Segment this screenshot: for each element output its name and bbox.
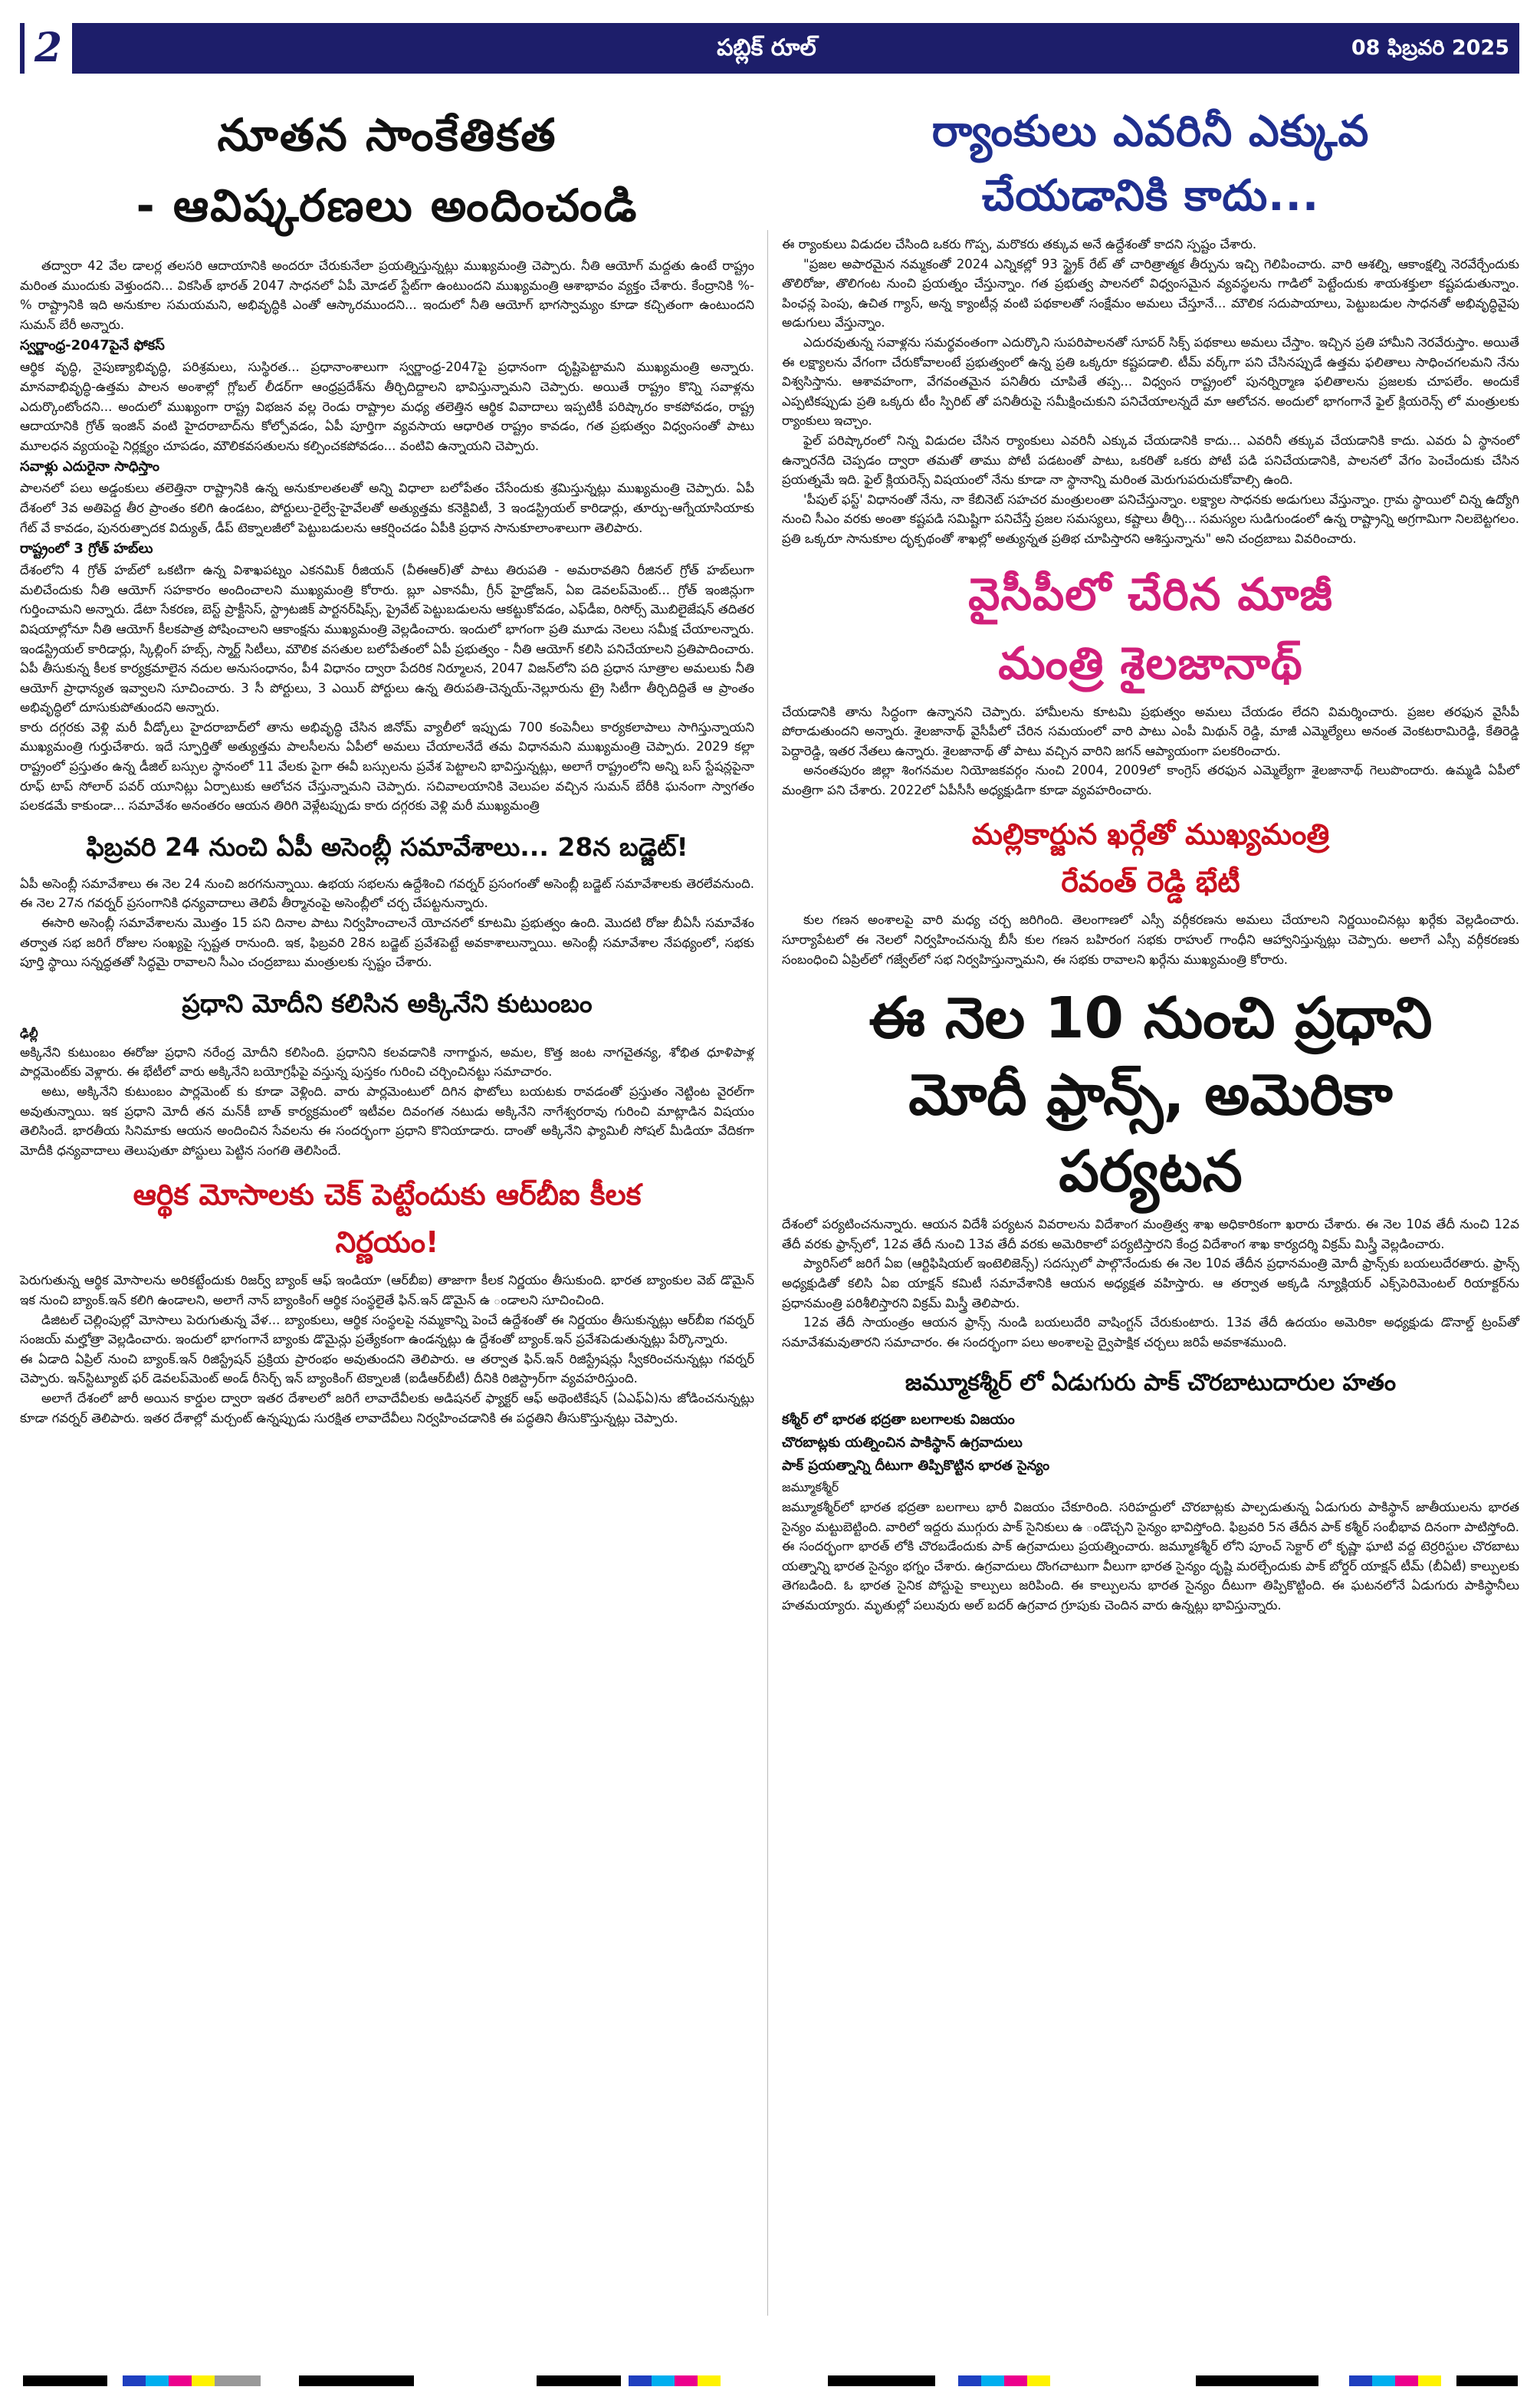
paragraph: అనంతపురం జిల్లా శింగనమల నియోజకవర్గం నుంచి 2004, 2009లో కాంగ్రెస్ తరఫున ఎమ్మెల్యేగా శైలజానాథ్ గెలుపొందారు. ఉమ్మడి ఏపీలో మంత్రిగా పని చేశారు. 2022లో ఏపీసీసీ అధ్యక్షుడిగా కూడా వ్యవహరించారు. [782,763,1519,797]
paragraph: ఫైల్ పరిష్కారంలో నిన్న విడుదల చేసిన ర్యాంకులు ఎవరినీ ఎక్కువ చేయడానికి కాదు... ఎవరినీ తక్కువ చేయడానికి కాదు. ఎవరు ఏ స్థానంలో ఉన్నారనేది చెప్పడం ద్వారా తమతో తాము పోటీ పడటంతో పాటు, ఒకరితో ఒకరు పోటీ పడి పనిచేయడానికి, పాలనలో వేగం పెంచేందుకు చేసిన ప్రయత్నమే ఇది. ఫైల్ క్లియరెన్స్ విషయంలో నేను కూడా నా స్థానాన్ని మరింత మెరుగుపరుచుకోవాల్సి ఉంది. [782,432,1519,488]
paragraph: 'పీపుల్ ఫస్ట్' విధానంతో నేను, నా కేబినెట్ సహచర మంత్రులంతా పనిచేస్తున్నాం. లక్ష్యాల సాధనకు అడుగులు వేస్తున్నాం. గ్రామ స్థాయిలో చిన్న ఉద్యోగి నుంచి సీఎం వరకు అంతా కష్టపడి సమిష్టిగా పనిచేస్తే ప్రజల సమస్యలు, కష్టాలు తీర్చి... సమస్యల సుడిగుండంలో ఉన్న రాష్ట్రాన్ని అగ్రగామిగా నిలబెట్టగలం. ప్రతి ఒక్కరూ సానుకూల దృక్పథంతో శాఖల్లో అత్యున్నత ప్రతిభ చూపిస్తారని ఆశిస్తున్నాను" అని చంద్రబాబు వివరించారు. [782,492,1519,546]
article-technology [20,100,754,816]
right-column [782,100,1519,1616]
article-rbi [20,1171,754,1428]
paragraph: డిజిటల్ చెల్లింపుల్లో మోసాలు పెరుగుతున్న వేళ... బ్యాంకులు, ఆర్థిక సంస్థలపై నమ్మకాన్ని పెంచే ఉద్దేశంతో ఈ నిర్ణయం తీసుకున్నట్లు ఆర్‌బీఐ గవర్నర్ సంజయ్ మల్హోత్రా వెల్లడించారు. ఇందులో భాగంగానే బ్యాంకు డొమైన్లు ప్రత్యేకంగా ఉండన్నట్లు ఉ ద్దేశంతో బ్యాంక్.ఇన్ ప్రవేశపెడుతున్నట్లు పేర్కొన్నారు. [20,1312,754,1347]
headline-sailajanath-line1: వైసీపీలో చేరిన మాజీ [968,567,1333,620]
dateline: జమ్మూకశ్మీర్ [782,1480,839,1495]
paragraph: అలాగే దేశంలో జారీ అయిన కార్డుల ద్వారా ఇతర దేశాలలో జరిగే లావాదేవీలకు అడిషనల్ ఫ్యాక్టర్ ఆఫ్ అథెంటికేషన్ (ఏఎఫ్ఏ)ను జోడించనున్నట్లు కూడా గవర్నర్ తెలిపారు. ఇతర దేశాల్లో మర్చంట్ ఉన్నప్పుడు సురక్షిత లావాదేవీలు నిర్వహించడానికి ఈ పద్ధతిని తీసుకొస్తున్నట్లు చెప్పారు. [20,1390,754,1425]
article-ranks [782,100,1519,549]
headline-kharge-line1: మల్లికార్జున ఖర్గేతో ముఖ్యమంత్రి [971,817,1330,852]
paragraph: 12వ తేదీ సాయంత్రం ఆయన ఫ్రాన్స్ నుండి బయలుదేరి వాషింగ్టన్ చేరుకుంటారు. 13వ తేదీ ఉదయం అమెరికా అధ్యక్షుడు డొనాల్డ్ ట్రంప్‌తో సమావేశమవుతారని సమాచారం. ఈ సందర్భంగా పలు అంశాలపై ద్వైపాక్షిక చర్చలు జరిపే అవకాశముంది. [782,1315,1519,1350]
deck-line: కశ్మీర్ లో భారత భద్రతా బలగాలకు విజయం [782,1412,1015,1428]
headline-sailajanath-line2: మంత్రి శైలజానాథ్ [998,636,1303,689]
paragraph: ఈసారి అసెంబ్లీ సమావేశాలను మొత్తం 15 పని దినాల పాటు నిర్వహించాలనే యోచనలో కూటమి ప్రభుత్వం ఉంది. మొదటి రోజు బీఏసీ సమావేశం తర్వాత సభ జరిగే రోజుల సంఖ్యపై స్పష్టత రానుంది. ఇక, ఫిబ్రవరి 28న బడ్జెట్ ప్రవేశపెట్టే అవకాశాలున్నాయి. అసెంబ్లీ సమావేశాల నేపథ్యంలో, సభకు పూర్తి స్థాయి సన్నద్ధతతో సిద్ధమై రావాలని సీఎం చంద్రబాబు మంత్రులకు స్పష్టం చేశారు. [20,916,754,970]
paragraph: ప్యారిస్‌లో జరిగే ఏఐ (ఆర్టిఫిషియల్ ఇంటెలిజెన్స్) సదస్సులో పాల్గొనేందుకు ఈ నెల 10వ తేదీన ప్రధానమంత్రి మోదీ ఫ్రాన్స్‌కు బయలుదేరతారు. ఫ్రాన్స్ అధ్యక్షుడితో కలిసి ఏఐ యాక్షన్ కమిటీ సమావేశానికి ఆయన అధ్యక్షత వహిస్తారు. ఆ తర్వాత అక్కడి న్యూక్లియర్ ఎక్స్‌పెరిమెంటల్ రియాక్టర్‌ను ప్రధానమంత్రి పరిశీలిస్తారని విక్రమ్ మిస్త్రీ తెలిపారు. [782,1256,1519,1310]
paragraph: ఏపీ అసెంబ్లీ సమావేశాలు ఈ నెల 24 నుంచి జరగనున్నాయి. ఉభయ సభలను ఉద్దేశించి గవర్నర్ ప్రసంగంతో అసెంబ్లీ బడ్జెట్ సమావేశాలకు తెరలేవనుంది. ఈ నెల 27న గవర్నర్ ప్రసంగానికి ధన్యవాదాలు తెలిపే తీర్మానంపై అసెంబ్లీలో చర్చ చేపట్టనున్నారు. [20,876,754,911]
paragraph: కారు దగ్గరకు వెళ్లి మరీ వీడ్కోలు హైదరాబాద్‌లో తాను అభివృద్ధి చేసిన జినోమ్ వ్యాలీలో ఇప్పుడు 700 కంపెనీలు కార్యకలాపాలు సాగిస్తున్నాయని ముఖ్యమంత్రి గుర్తుచేశారు. ఇదే స్ఫూర్తితో అత్యుత్తమ పాలసీలను ఏపీలో అమలు చేయాలనేదే తమ విధానమని ముఖ్యమంత్రి చెప్పారు. 2029 కల్లా రాష్ట్రంలో ప్రస్తుతం ఉన్న డీజిల్ బస్సుల స్థానంలో 11 వేలకు పైగా ఈవీ బస్సులను ప్రవేశ పెట్టాలని భావిస్తున్నట్లు, అలాగే రాష్ట్రంలోని అన్ని బస్ స్టేషన్లపైనా రూఫ్ టాప్ సోలార్ పవర్ యూనిట్లు ఏర్పాటుకు ఆలోచన చేస్తున్నామని చెప్పారు. సచివాలయానికి వెలుపల వచ్చిన సుమన్ బేరీకి ఘనంగా స్వాగతం పలకడమే కాకుండా... సమావేశం అనంతరం ఆయన తిరిగి వెళ్లేటప్పుడు కారు దగ్గరకు వెళ్లి మరీ ముఖ్యమంత్రి [20,719,754,814]
paragraph: అక్కినేని కుటుంబం ఈరోజు ప్రధాని నరేంద్ర మోదీని కలిసింది. ప్రధానిని కలవడానికి నాగార్జున, అమల, కొత్త జంట నాగచైతన్య, శోభిత ధూళిపాళ్ల పార్లమెంట్‌కు వెళ్లారు. ఈ భేటీలో వారు అక్కినేని బయోగ్రఫీపై వస్తున్న పుస్తకం గురించి చర్చించినట్టు సమాచారం. [20,1044,754,1080]
article-kharge [782,810,1519,969]
dateline: ఢిల్లీ [20,1025,38,1041]
paragraph: అటు, అక్కినేని కుటుంబం పార్లమెంట్ కు కూడా వెళ్లింది. వారు పార్లమెంటులో దిగిన ఫొటోలు బయటకు రావడంతో ప్రస్తుతం నెట్టింట వైరల్‌గా అవుతున్నాయి. ఇక ప్రధాని మోదీ తన మన్‌కీ బాత్ కార్యక్రమంలో ఇటీవల దివంగత నటుడు అక్కినేని నాగేశ్వరరావు గురించి మాట్లాడిన విషయం తెలిసిందే. భారతీయ సినిమాకు ఆయన అందించిన సేవలను ఈ సందర్భంగా ప్రధాని కొనియాడారు. దాంతో అక్కినేని ఫ్యామిలీ సోషల్ మీడియా వేదికగా మోదీకి ధన్యవాదాలు తెలుపుతూ పోస్టులు పెట్టిన సంగతి తెలిసిందే. [20,1084,754,1158]
headline-kashmir: జమ్మూకశ్మీర్ లో ఏడుగురు పాక్ చొరబాటుదారుల హతం [905,1369,1397,1397]
article-akkineni [20,983,754,1161]
subheading: రాష్ట్రంలో 3 గ్రోత్ హబ్‌లు [20,541,153,557]
paragraph: తద్వారా 42 వేల డాలర్ల తలసరి ఆదాయానికి అందరూ చేరుకునేలా ప్రయత్నిస్తున్నట్లు ముఖ్యమంత్రి చెప్పారు. నీతి ఆయోగ్ మద్దతు ఉంటే రాష్ట్రం మరింత ముందుకు వెళ్తుందని... వికసిత్ భారత్ 2047 సాధనలో ఏపీ మోడల్ స్టేట్‌గా ఉంటుందని ముఖ్యమంత్రి ఆశాభావం వ్యక్తం చేశారు. కేంద్రానికి %-% రాష్ట్రానికి ఇది అనుకూల సమయమని, అభివృద్ధికి ఎంతో ఆస్కారముందని... ఇందులో నీతి ఆయోగ్ భాగస్వామ్యం కూడా కచ్చితంగా ఉంటుందని సుమన్ బేరీ అన్నారు. [20,258,754,332]
headline-akkineni: ప్రధాని మోదీని కలిసిన అక్కినేని కుటుంబం [182,988,593,1018]
paragraph: ఈ ర్యాంకులు విడుదల చేసింది ఒకరు గొప్ప, మరొకరు తక్కువ అనే ఉద్దేశంతో కాదని స్పష్టం చేశారు. [782,237,1257,252]
headline-kharge-line2: రేవంత్ రెడ్డి భేటీ [1061,865,1240,899]
headline-assembly: ఫిబ్రవరి 24 నుంచి ఏపీ అసెంబ్లీ సమావేశాలు... 28న బడ్జెట్! [86,831,688,862]
headline-modi-line2: మోదీ ఫ్రాన్స్, అమెరికా [908,1062,1393,1129]
issue-date: 08 ఫిబ్రవరి 2025 [1351,36,1509,60]
paragraph: జమ్మూకశ్మీర్‌లో భారత భద్రతా బలగాలు భారీ విజయం చేకూరింది. సరిహద్దులో చొరబాట్లకు పాల్పడుతున్న ఏడుగురు పాకిస్థాన్ జాతీయులను భారత సైన్యం మట్టుబెట్టింది. వారిలో ఇద్దరు ముగ్గురు పాక్ సైనికులు ఉ ండొచ్చని సైన్యం భావిస్తోంది. ఫిబ్రవరి 5న తేదీన పాక్ కశ్మీర్ సంభీభావ దినంగా పాటిస్తోంది. ఈ సందర్భంగా భారత్ లోకి చొరబడేందుకు పాక్ ఉగ్రవాదులు ప్రయత్నించారు. జమ్మూకశ్మీర్ లోని పూంచ్ సెక్టార్ లో కృష్ణా ఘాటి వద్ద టెర్రరిస్టుల చొరబాటు యత్నాన్ని భారత సైన్యం భగ్నం చేశారు. ఉగ్రవాదులు దొంగచాటుగా వీలుగా భారత సైన్యం దృష్టి మరల్చేందుకు పాక్ బోర్డర్ యాక్షన్ టీమ్ (బీఏటీ) కాల్పులకు తెగబడింది. ఓ భారత సైనిక పోస్టుపై కాల్పులు జరిపింది. ఈ కాల్పులను భారత సైన్యం దీటుగా తిప్పికొట్టింది. ఈ ఘటనలోనే ఏడుగురు పాకిస్థానీలు హతమయ్యారు. మృతుల్లో పలువురు అల్ బదర్ ఉగ్రవాద గ్రూపుకు చెందిన వారు ఉన్నట్లు భావిస్తున్నారు. [782,1500,1519,1613]
paragraph: దేశంలో పర్యటించనున్నారు. ఆయన విదేశీ పర్యటన వివరాలను విదేశాంగ మంత్రిత్వ శాఖ అధికారికంగా ఖరారు చేశారు. ఈ నెల 10వ తేదీ నుంచి 12వ తేదీ వరకు ఫ్రాన్స్‌లో, 12వ తేదీ నుంచి 13వ తేదీ వరకు అమెరికాలో పర్యటిస్తారని కేంద్ర విదేశాంగ శాఖ కార్యదర్శి విక్రమ్ మిస్త్రీ వెల్లడించారు. [782,1217,1519,1251]
paragraph: పెరుగుతున్న ఆర్థిక మోసాలను అరికట్టేందుకు రిజర్వ్ బ్యాంక్ ఆఫ్ ఇండియా (ఆర్‌బీఐ) తాజాగా కీలక నిర్ణయం తీసుకుంది. భారత బ్యాంకుల వెబ్ డొమైన్ ఇక నుంచి బ్యాంక్.ఇన్ కలిగి ఉండాలని, అలాగే నాన్ బ్యాంకింగ్ ఆర్థిక సంస్థలైతే ఫిన్.ఇన్ డొమైన్ ఉ ండాలని సూచించింది. [20,1273,754,1307]
headline-modi-line3: పర్యటన [1059,1139,1243,1205]
paragraph: ఆర్థిక వృద్ధి, నైపుణ్యాభివృద్ధి, పరిశ్రమలు, సుస్థిరత... ప్రధానాంశాలుగా స్వర్ణాంధ్ర-2047పై ప్రధానంగా దృష్టిపెట్టామని ముఖ్యమంత్రి అన్నారు. మానవాభివృద్ధి-ఉత్తమ పాలన అంశాల్లో గ్లోబల్ లీడర్‌గా ఆంధ్రప్రదేశ్‌ను తీర్చిదిద్దాలని భావిస్తున్నామని చెప్పారు. అయితే రాష్ట్రం కొన్ని సవాళ్లను ఎదుర్కొంటోందని... అందులో ముఖ్యంగా రాష్ట్ర విభజన వల్ల రెండు రాష్ట్రాల మధ్య తలెత్తిన ఆర్థిక వివాదాలు ఇప్పటికీ పరిష్కారం కాకపోవడం, రాష్ట్ర ఆదాయానికి గ్రోత్ ఇంజిన్ వంటి హైదరాబాద్‌ను కోల్పోవడం, ఏపీ పూర్తిగా వ్యవసాయ ఆధారిత రాష్ట్రం కావడం, గత ప్రభుత్వం విధ్వంసంతో పాటు మూలధన వ్యయంపై నిర్లక్ష్యం చూపడం, మౌలికవసతులను కల్పించకపోవడం... వంటివి ఉన్నాయని చెప్పారు. [20,360,754,453]
headline-ranks-line2: చేయడానికి కాదు... [981,171,1320,221]
left-column [20,100,754,1428]
article-kashmir [782,1363,1519,1615]
paragraph: చేయడానికి తాను సిద్ధంగా ఉన్నానని చెప్పారు. హామీలను కూటమి ప్రభుత్వం అమలు చేయడం లేదని విమర్శించారు. ప్రజల తరఫున వైసీపీ పోరాడుతుందని అన్నారు. శైలజానాథ్ వైసీపీలో చేరిన సమయంలో వారి పాటు ఎంపీ మిథున్ రెడ్డి, మాజీ ఎమ్మెల్యేలు అనంత వెంకటరామిరెడ్డి, కేతిరెడ్డి పెద్దారెడ్డి, ఇతర నేతలు ఉన్నారు. శైలజానాథ్ తో పాటు వచ్చిన వారిని జగన్ ఆప్యాయంగా పలకరించారు. [782,704,1519,758]
subheading: సవాళ్లు ఎదురైనా సాధిస్తాం [20,459,160,475]
headline-ranks-line1: ర్యాంకులు ఎవరినీ ఎక్కువ [931,107,1370,156]
article-modi-tour [782,980,1519,1352]
paragraph: దేశంలోని 4 గ్రోత్ హబ్‌లో ఒకటిగా ఉన్న విశాఖపట్నం ఎకనమిక్ రీజియన్ (వీఈఆర్)తో పాటు తిరుపతి - అమరావతిని రీజినల్ గ్రోత్ హబ్‌లుగా మలిచేందుకు నీతి ఆయోగ్ సహకారం అందించాలని ముఖ్యమంత్రి కోరారు. బ్లూ ఎకానమీ, గ్రీన్ హైడ్రోజన్, ఏఐ డెవలప్‌మెంట్... గ్రోత్ ఇంజిన్లుగా గుర్తించామని అన్నారు. డేటా సేకరణ, బెస్ట్ ప్రాక్టీసెస్, స్ట్రాటజిక్ పార్టనర్‌షిప్స్, ప్రైవేట్ పెట్టుబడులను ఆకట్టుకోవడం, ఎఫ్‌డీఐ, రిసోర్స్ మొబిలైజేషన్ తదితర విషయాల్లోనూ నీతి ఆయోగ్ కీలకపాత్ర పోషించాలని ఆకాంక్షను ముఖ్యమంత్రి వెల్లడించారు. ఇందులో భాగంగా ప్రతి మూడు నెలలు సమీక్ష చేయాలన్నారు. ఇండస్ట్రియల్ కారిడార్లు, స్కిల్లింగ్ హబ్స్, స్మార్ట్ సిటీలు, మౌలిక వసతుల బలోపేతంలో ఏపీ ప్రభుత్వం - నీతి ఆయోగ్ కలిసి పనిచేయాలని ప్రతిపాదించారు. ఏపీ తీసుకున్న కీలక కార్యక్రమాలైన నదుల అనుసంధానం, పీ4 విధానం ద్వారా పేదరిక నిర్మూలన, 2047 విజన్‌లోని పది ప్రధాన సూత్రాల అమలుకు నీతి ఆయోగ్ ప్రాధాన్యత ఇవ్వాలని సూచించారు. 3 సీ పోర్టులు, 3 ఎయిర్ పోర్టులు ఉన్న తిరుపతి-చెన్నయ్-నెల్లూరును ట్రై సిటీగా తీర్చిదిద్దితే ఆ ప్రాంతం అభివృద్ధిలో దూసుకుపోతుందని అన్నారు. [20,563,754,715]
paragraph: కుల గణన అంశాలపై వారి మధ్య చర్చ జరిగింది. తెలంగాణలో ఎస్సీ వర్గీకరణను అమలు చేయాలని నిర్ణయించినట్లు ఖర్గేకు వెల్లడించారు. సూర్యాపేటలో ఈ నెలలో నిర్వహించనున్న బీసీ కుల గణన బహిరంగ సభకు రాహుల్ గాంధీని ఆహ్వానిస్తున్నట్లు చెప్పారు. అలాగే ఎస్సీ వర్గీకరణకు సంబంధించి ఏప్రిల్‌లో గజ్వేల్‌లో సభ నిర్వహిస్తున్నామని, ఈ సభకు రావాలని ఖర్గేను ముఖ్యమంత్రి కోరారు. [782,912,1519,967]
article-sailajanath [782,560,1519,801]
article-assembly [20,827,754,972]
deck-line: చొరబాట్లకు యత్నించిన పాకిస్థాన్ ఉగ్రవాదులు [782,1435,1023,1452]
publication-name: పబ్లిక్ రూల్ [717,35,816,61]
headline-technology-line2: - ఆవిష్కరణలు అందించండి [136,179,639,232]
deck-line: పాక్ ప్రయత్నాన్ని దీటుగా తిప్పికొట్టిన భారత సైన్యం [782,1458,1050,1475]
page-number: 2 [25,23,72,74]
column-divider [767,230,768,2316]
headline-rbi-line2: నిర్ణయం! [335,1225,439,1260]
paragraph: ఎదురవుతున్న సవాళ్లను సమర్థవంతంగా ఎదుర్కొని సుపరిపాలనతో సూపర్ సిక్స్ పథకాలు అమలు చేస్తాం. ఇచ్చిన ప్రతి హామీని నెరవేరుస్తాం. అయితే ఈ లక్ష్యాలను వేగంగా చేరుకోవాలంటే ప్రభుత్వంలో ఉన్న ప్రతి ఒక్కరూ కష్టపడాలి. టీమ్ వర్క్‌గా పని చేసినప్పుడే ఉత్తమ ఫలితాలు సాధించగలమని నేను విశ్వసిస్తాను. ఆశావహంగా, వేగవంతమైన పనితీరు చూపితే తప్ప... విధ్వంస రాష్ట్రంలో పునర్నిర్మాణ ఫలితాలను ప్రజలకు చూపలేం. అందుకే ఎప్పటికప్పుడు ప్రతి ఒక్కరు టీం స్పిరిట్ తో పనితీరుపై సమీక్షించుకుని పనిచేయాలన్నదే మా ఆలోచన. అందులో భాగంగానే ఫైల్ క్లియరెన్స్ లో మంత్రులకు ర్యాంకులు ఇచ్చాం. [782,334,1519,429]
headline-technology-line1: నూతన సాంకేతికత [217,109,557,161]
headline-modi-line1: ఈ నెల 10 నుంచి ప్రధాని [869,985,1433,1052]
footer-color-strip [0,2375,1540,2386]
paragraph: పాలనలో పలు అడ్డంకులు తలెత్తినా రాష్ట్రానికి ఉన్న అనుకూలతలతో అన్ని విధాలా బలోపేతం చేసేందుకు శ్రమిస్తున్నట్లు ముఖ్యమంత్రి చెప్పారు. ఏపీ దేశంలో 3వ అతిపెద్ద తీర ప్రాంతం కలిగి ఉండటం, పోర్టులు-రైల్వే-హైవేలతో అత్యుత్తమ కనెక్టివిటీ, 3 ఇండస్ట్రియల్ కారిడార్లు, తూర్పు-ఆగ్నేయాసియాకు గేట్ వే కావడం, పునరుత్పాదక విద్యుత్, డీప్ టెక్నాలజీలో పెట్టుబడులను ఆకర్షించడం ఏపీకి ప్రధాన సానుకూలాంశాలుగా తెలిపారు. [20,481,754,535]
headline-rbi-line1: ఆర్థిక మోసాలకు చెక్ పెట్టేందుకు ఆర్‌బీఐ కీలక [133,1178,642,1212]
subheading: స్వర్ణాంధ్ర-2047పైనే ఫోకస్ [20,337,165,354]
paragraph: "ప్రజల అపారమైన నమ్మకంతో 2024 ఎన్నికల్లో 93 స్ట్రైక్ రేట్ తో చారిత్రాత్మక తీర్పును ఇచ్చి గెలిపించారు. వారి ఆశల్ని, ఆకాంక్షల్ని నెరవేర్చేందుకు తొలిరోజు, తొలిగంట నుంచి ప్రయత్నం చేస్తున్నాం. గత ప్రభుత్వ పాలనలో విధ్వంసమైన వ్యవస్థలను గాడిలో పెట్టేందుకు శాయశక్తులా కష్టపడుతున్నాం. పింఛన్ల పెంపు, ఉచిత గ్యాస్, అన్న క్యాంటీన్ల వంటి పథకాలతో సంక్షేమం అమలు చేస్తూనే... మౌలిక సదుపాయాలు, పెట్టుబడుల సాధనతో అభివృద్ధివైపు అడుగులు వేస్తున్నాం. [782,256,1519,330]
paragraph: ఈ ఏడాది ఏప్రిల్ నుంచి బ్యాంక్.ఇన్ రిజిస్ట్రేషన్ ప్రక్రియ ప్రారంభం అవుతుందని తెలిపారు. ఆ తర్వాత ఫిన్.ఇన్ రిజిస్ట్రేషన్లు స్వీకరించనున్నట్లు గవర్నర్ చెప్పారు. ఇన్‌స్టిట్యూట్ ఫర్ డెవలప్‌మెంట్ అండ్ రీసెర్చ్ ఇన్ బ్యాంకింగ్ టెక్నాలజీ (ఐడీఆర్‌బీటీ) దీనికి రిజిస్ట్రార్‌గా వ్యవహరిస్తుంది. [20,1351,754,1386]
